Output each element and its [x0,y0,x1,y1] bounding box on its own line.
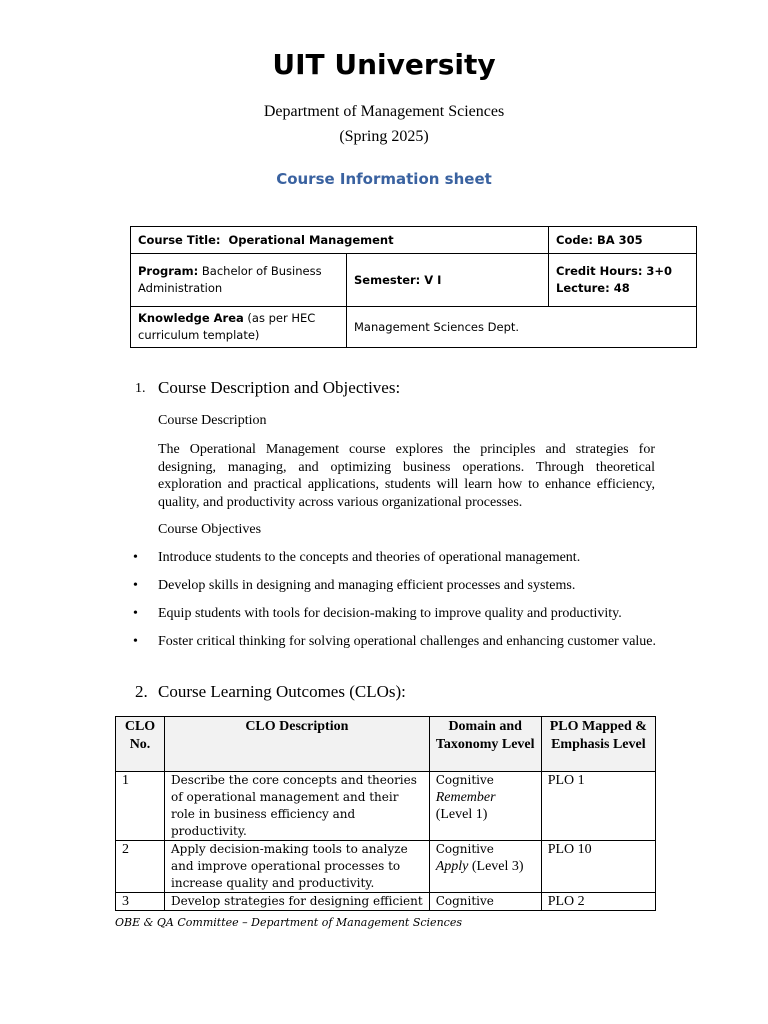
knowledge-area-value: Management Sciences Dept. [347,307,697,348]
clo-header-no: CLO No. [116,717,165,772]
clo-header-description: CLO Description [165,717,430,772]
program-value: Bachelor of Business Administration [138,264,322,295]
clo-table [115,716,656,911]
clo-no: 1 [116,772,165,841]
clo-no: 2 [116,841,165,893]
clo-level: (Level 1) [435,807,488,822]
course-info-table [130,226,697,348]
clo-domain: Cognitive [435,842,494,856]
bullet-icon: • [133,634,138,649]
course-description-label: Course Description [158,413,267,428]
section1-heading: Course Description and Objectives: [158,378,401,397]
clo-header-plo: PLO Mapped & Emphasis Level [541,717,655,772]
clo-taxonomy: Remember [435,790,496,805]
clo-header-domain: Domain and Taxonomy Level [429,717,541,772]
clo-level: (Level 3) [471,859,524,874]
knowledge-area-note: (as per HEC curriculum template) [138,311,316,342]
knowledge-area-cell [131,307,347,348]
objective-item: Equip students with tools for decision-making to improve quality and productivity. [158,606,622,621]
clo-domain: Cognitive [429,893,541,911]
knowledge-area-label: Knowledge Area [138,311,244,325]
clo-plo: PLO 2 [541,893,655,911]
course-description-text: The Operational Management course explores the principles and strategies for designing, managing, and optimizing business operations. Through theoretical exploration and practical applications, students will learn how to enhance efficiency, quality, and productivity across various organizational processes. [158,442,655,510]
lecture-count: Lecture: 48 [556,281,630,295]
clo-domain-cell [429,841,541,893]
table-row [116,893,656,911]
clo-description: Develop strategies for designing efficient [165,893,430,911]
semester-cell: Semester: V I [347,254,549,307]
objective-item: Introduce students to the concepts and theories of operational management. [158,550,581,565]
section2-heading: Course Learning Outcomes (CLOs): [158,682,406,701]
credit-hours: Credit Hours: 3+0 [556,264,673,278]
sheet-title: Course Information sheet [276,170,492,188]
clo-no: 3 [116,893,165,911]
course-objectives-label: Course Objectives [158,522,262,537]
objective-item: Foster critical thinking for solving operational challenges and enhancing customer value. [158,634,657,649]
program-label: Program: [138,264,199,278]
clo-description: Describe the core concepts and theories of operational management and their role in business efficiency and productivity. [165,772,430,841]
clo-domain: Cognitive [435,773,494,787]
clo-domain-cell [429,772,541,841]
section2-number: 2. [135,682,148,701]
page-footer: OBE & QA Committee – Department of Management Sciences [115,916,462,929]
bullet-icon: • [133,578,138,593]
bullet-icon: • [133,606,138,621]
clo-plo: PLO 10 [541,841,655,893]
clo-taxonomy: Apply [435,859,469,874]
bullet-icon: • [133,550,138,565]
university-title: UIT University [272,48,496,81]
table-row [116,841,656,893]
clo-description: Apply decision-making tools to analyze and improve operational processes to increase quality and productivity. [165,841,430,893]
course-title-value: Operational Management [228,232,394,247]
program-cell [131,254,347,307]
objective-item: Develop skills in designing and managing efficient processes and systems. [158,578,576,593]
credit-cell [549,254,697,307]
section1-number: 1. [135,381,146,396]
semester-term: (Spring 2025) [339,128,429,145]
course-code: Code: BA 305 [549,227,697,254]
department-name: Department of Management Sciences [263,103,505,120]
clo-plo: PLO 1 [541,772,655,841]
course-title-cell [131,227,549,254]
course-title-label: Course Title: [138,232,221,247]
table-row [116,772,656,841]
